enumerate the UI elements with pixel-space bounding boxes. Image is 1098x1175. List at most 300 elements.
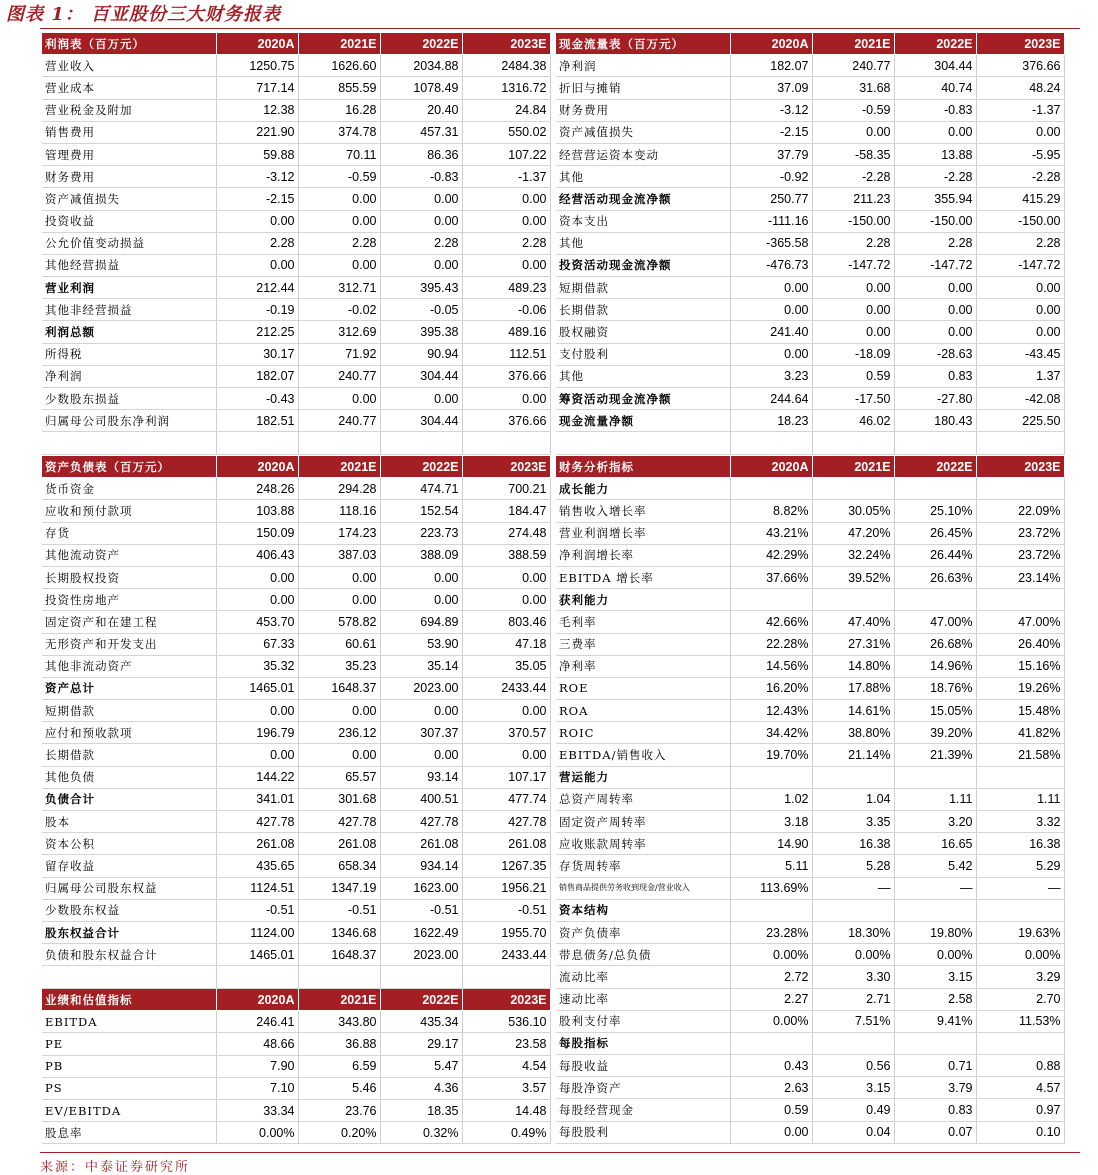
row-label xyxy=(556,432,730,454)
table-row xyxy=(556,365,1064,387)
cell-value: 1.11 xyxy=(976,788,1064,810)
cell-value: 2.28 xyxy=(216,232,298,254)
table-header-row xyxy=(42,33,550,55)
table-row xyxy=(556,1055,1064,1077)
cell-value: 0.32% xyxy=(380,1122,462,1144)
cell-value: -43.45 xyxy=(976,343,1064,365)
cell-value: 212.44 xyxy=(216,277,298,299)
cell-value: 1648.37 xyxy=(298,944,380,966)
row-label: 负债合计 xyxy=(42,788,216,810)
cell-value: 0.00 xyxy=(380,744,462,766)
cell-value: 107.22 xyxy=(462,143,550,165)
table-row xyxy=(556,966,1064,988)
cell-value: -2.28 xyxy=(976,166,1064,188)
cell-value xyxy=(894,432,976,454)
table-row xyxy=(42,700,550,722)
cell-value: 24.84 xyxy=(462,99,550,121)
row-label: 折旧与摊销 xyxy=(556,77,730,99)
cell-value: 0.56 xyxy=(812,1055,894,1077)
cell-value: 0.00 xyxy=(298,566,380,588)
cell-value: 18.76% xyxy=(894,677,976,699)
row-label: 财务费用 xyxy=(556,99,730,121)
table-header-row xyxy=(556,456,1064,478)
row-label: ROE xyxy=(556,677,730,699)
table-row xyxy=(42,899,550,921)
row-label: 三费率 xyxy=(556,633,730,655)
year-header: 2021E xyxy=(812,33,894,55)
table-row xyxy=(556,343,1064,365)
cell-value: 1316.72 xyxy=(462,77,550,99)
table-row xyxy=(42,966,550,988)
table-row xyxy=(556,478,1064,500)
cell-value: 26.68% xyxy=(894,633,976,655)
cell-value: 46.02 xyxy=(812,410,894,432)
cell-value: 301.68 xyxy=(298,788,380,810)
cell-value xyxy=(730,432,812,454)
table-row xyxy=(556,210,1064,232)
cell-value: 658.34 xyxy=(298,855,380,877)
cell-value: 0.00 xyxy=(380,589,462,611)
cell-value: 489.23 xyxy=(462,277,550,299)
cell-value: 144.22 xyxy=(216,766,298,788)
table-row xyxy=(556,744,1064,766)
cell-value: 0.00 xyxy=(216,566,298,588)
cell-value: 0.00 xyxy=(730,277,812,299)
cell-value: 374.78 xyxy=(298,121,380,143)
cell-value: 48.24 xyxy=(976,77,1064,99)
cell-value: 934.14 xyxy=(380,855,462,877)
cell-value: 35.23 xyxy=(298,655,380,677)
cell-value: 0.00 xyxy=(730,1121,812,1143)
cell-value: 0.00 xyxy=(812,299,894,321)
cell-value: -2.15 xyxy=(216,188,298,210)
cell-value: 5.42 xyxy=(894,855,976,877)
row-label: 股息率 xyxy=(42,1122,216,1144)
row-label: 营业利润 xyxy=(42,277,216,299)
cell-value: 0.49 xyxy=(812,1099,894,1121)
cell-value: 42.29% xyxy=(730,544,812,566)
cell-value xyxy=(894,589,976,611)
row-label: 资本结构 xyxy=(556,899,730,921)
cell-value: 38.80% xyxy=(812,722,894,744)
cell-value: 1956.21 xyxy=(462,877,550,899)
table-row xyxy=(42,811,550,833)
cell-value: 457.31 xyxy=(380,121,462,143)
cell-value: 1465.01 xyxy=(216,677,298,699)
cell-value: 0.00 xyxy=(812,321,894,343)
cell-value: 0.00 xyxy=(298,744,380,766)
cell-value: 21.14% xyxy=(812,744,894,766)
cell-value: 14.96% xyxy=(894,655,976,677)
table-row xyxy=(556,232,1064,254)
row-label: 其他 xyxy=(556,365,730,387)
cell-value: -17.50 xyxy=(812,388,894,410)
row-label: 每股经营现金 xyxy=(556,1099,730,1121)
cell-value: 3.20 xyxy=(894,811,976,833)
table-row xyxy=(556,566,1064,588)
row-label: 获利能力 xyxy=(556,589,730,611)
cell-value: 1347.19 xyxy=(298,877,380,899)
cell-value: 312.71 xyxy=(298,277,380,299)
cell-value: 174.23 xyxy=(298,522,380,544)
cell-value: 0.10 xyxy=(976,1121,1064,1143)
table-row xyxy=(42,343,550,365)
table-row xyxy=(42,677,550,699)
table-row xyxy=(42,1099,550,1121)
table-row xyxy=(42,611,550,633)
table-row xyxy=(556,299,1064,321)
cell-value: 23.72% xyxy=(976,522,1064,544)
cell-value: 15.05% xyxy=(894,700,976,722)
cell-value: 304.44 xyxy=(894,55,976,77)
row-label: PE xyxy=(42,1033,216,1055)
cell-value xyxy=(894,766,976,788)
cell-value: 18.35 xyxy=(380,1099,462,1121)
year-header: 2021E xyxy=(298,989,380,1011)
cell-value: 0.00 xyxy=(298,700,380,722)
cell-value: -58.35 xyxy=(812,143,894,165)
cell-value: 47.00% xyxy=(894,611,976,633)
cell-value: 240.77 xyxy=(812,55,894,77)
table-row xyxy=(556,788,1064,810)
cell-value xyxy=(812,899,894,921)
row-label: PS xyxy=(42,1077,216,1099)
cell-value: 35.05 xyxy=(462,655,550,677)
table-row xyxy=(556,121,1064,143)
cell-value: 855.59 xyxy=(298,77,380,99)
year-header: 2023E xyxy=(462,456,550,478)
cell-value: 0.00 xyxy=(216,254,298,276)
cell-value: 370.57 xyxy=(462,722,550,744)
bottom-rule xyxy=(40,1152,1080,1153)
cell-value xyxy=(462,966,550,988)
table-row xyxy=(42,254,550,276)
table-title: 业绩和估值指标 xyxy=(42,989,216,1011)
cell-value: -0.83 xyxy=(894,99,976,121)
cell-value: 113.69% xyxy=(730,877,812,899)
cell-value xyxy=(730,589,812,611)
cell-value: 2.28 xyxy=(976,232,1064,254)
table-row xyxy=(42,277,550,299)
row-label: 所得税 xyxy=(42,343,216,365)
row-label: 少数股东损益 xyxy=(42,388,216,410)
cell-value: 18.23 xyxy=(730,410,812,432)
cell-value: 182.07 xyxy=(216,365,298,387)
table-row xyxy=(556,833,1064,855)
row-label: 投资性房地产 xyxy=(42,589,216,611)
cell-value: 30.17 xyxy=(216,343,298,365)
row-label: 应收和预付款项 xyxy=(42,500,216,522)
cell-value: 550.02 xyxy=(462,121,550,143)
cell-value: 3.29 xyxy=(976,966,1064,988)
row-label: 固定资产周转率 xyxy=(556,811,730,833)
cell-value: -42.08 xyxy=(976,388,1064,410)
cell-value: 0.00 xyxy=(298,210,380,232)
year-header: 2022E xyxy=(380,989,462,1011)
cell-value: 453.70 xyxy=(216,611,298,633)
row-label: 资本公积 xyxy=(42,833,216,855)
table-row xyxy=(42,232,550,254)
cell-value xyxy=(812,478,894,500)
cell-value: 376.66 xyxy=(976,55,1064,77)
cell-value: 0.83 xyxy=(894,1099,976,1121)
cell-value: 250.77 xyxy=(730,188,812,210)
cell-value xyxy=(730,766,812,788)
cell-value: -18.09 xyxy=(812,343,894,365)
cell-value: 2.28 xyxy=(298,232,380,254)
row-label: 其他负债 xyxy=(42,766,216,788)
row-label: 每股收益 xyxy=(556,1055,730,1077)
table-title: 利润表（百万元） xyxy=(42,33,216,55)
cell-value xyxy=(976,899,1064,921)
cell-value: 415.29 xyxy=(976,188,1064,210)
row-label: 净利润增长率 xyxy=(556,544,730,566)
table-row xyxy=(556,700,1064,722)
cell-value: 0.00 xyxy=(976,321,1064,343)
cell-value: 376.66 xyxy=(462,410,550,432)
cell-value xyxy=(216,432,298,454)
table-title: 现金流量表（百万元） xyxy=(556,33,730,55)
table-row xyxy=(556,254,1064,276)
cell-value: 0.59 xyxy=(730,1099,812,1121)
table-row xyxy=(42,766,550,788)
cell-value: 246.41 xyxy=(216,1011,298,1033)
cell-value: 274.48 xyxy=(462,522,550,544)
year-header: 2022E xyxy=(380,33,462,55)
row-label: EBITDA/销售收入 xyxy=(556,744,730,766)
cell-value: 39.52% xyxy=(812,566,894,588)
financial-ratios-table xyxy=(556,456,1065,1144)
cell-value: 3.57 xyxy=(462,1077,550,1099)
cell-value: -0.05 xyxy=(380,299,462,321)
row-label: 其他经营损益 xyxy=(42,254,216,276)
cell-value: 304.44 xyxy=(380,365,462,387)
cell-value: 212.25 xyxy=(216,321,298,343)
cell-value: 261.08 xyxy=(380,833,462,855)
cell-value: 19.26% xyxy=(976,677,1064,699)
cell-value: 1.11 xyxy=(894,788,976,810)
cell-value: 47.20% xyxy=(812,522,894,544)
cell-value: 11.53% xyxy=(976,1010,1064,1032)
row-label: 投资收益 xyxy=(42,210,216,232)
table-row xyxy=(556,1032,1064,1054)
table-row xyxy=(42,166,550,188)
cell-value: 395.38 xyxy=(380,321,462,343)
cell-value: 1623.00 xyxy=(380,877,462,899)
row-label: 存货周转率 xyxy=(556,855,730,877)
cell-value: 35.14 xyxy=(380,655,462,677)
cell-value: 16.28 xyxy=(298,99,380,121)
cell-value: 19.70% xyxy=(730,744,812,766)
year-header: 2020A xyxy=(730,33,812,55)
cell-value: 0.00 xyxy=(462,744,550,766)
row-label: 长期股权投资 xyxy=(42,566,216,588)
source-note: 来源：中泰证券研究所 xyxy=(40,1160,191,1175)
row-label: 支付股利 xyxy=(556,343,730,365)
cell-value: 2.27 xyxy=(730,988,812,1010)
cell-value: 15.16% xyxy=(976,655,1064,677)
row-label: 短期借款 xyxy=(42,700,216,722)
income-statement-table xyxy=(42,33,551,455)
cell-value: 244.64 xyxy=(730,388,812,410)
cell-value: 25.10% xyxy=(894,500,976,522)
row-label: 应付和预收款项 xyxy=(42,722,216,744)
year-header: 2020A xyxy=(730,456,812,478)
row-label: 其他非经营损益 xyxy=(42,299,216,321)
cell-value xyxy=(894,478,976,500)
table-row xyxy=(42,143,550,165)
cell-value: 182.51 xyxy=(216,410,298,432)
cell-value: 0.00 xyxy=(298,589,380,611)
table-row xyxy=(556,1010,1064,1032)
cell-value xyxy=(976,589,1064,611)
cell-value: -0.83 xyxy=(380,166,462,188)
table-row xyxy=(42,1055,550,1077)
table-row xyxy=(42,55,550,77)
cell-value: 4.36 xyxy=(380,1077,462,1099)
cell-value: 0.00% xyxy=(894,944,976,966)
cell-value: 32.24% xyxy=(812,544,894,566)
cell-value: 388.09 xyxy=(380,544,462,566)
row-label: 归属母公司股东净利润 xyxy=(42,410,216,432)
table-row xyxy=(556,55,1064,77)
cell-value: 112.51 xyxy=(462,343,550,365)
row-label: 资产减值损失 xyxy=(556,121,730,143)
cell-value xyxy=(812,1032,894,1054)
cell-value: -111.16 xyxy=(730,210,812,232)
cell-value: -150.00 xyxy=(812,210,894,232)
cell-value: 47.18 xyxy=(462,633,550,655)
cell-value: 1622.49 xyxy=(380,921,462,943)
cell-value: 0.00 xyxy=(462,589,550,611)
table-row xyxy=(42,321,550,343)
row-label: 货币资金 xyxy=(42,478,216,500)
cell-value: 7.51% xyxy=(812,1010,894,1032)
cell-value: 26.63% xyxy=(894,566,976,588)
cell-value: 12.38 xyxy=(216,99,298,121)
cell-value: 0.00% xyxy=(812,944,894,966)
cell-value: 261.08 xyxy=(216,833,298,855)
row-label: ROIC xyxy=(556,722,730,744)
cell-value xyxy=(894,899,976,921)
cell-value: 0.83 xyxy=(894,365,976,387)
table-row xyxy=(556,1121,1064,1143)
cell-value: 21.39% xyxy=(894,744,976,766)
table-row xyxy=(556,766,1064,788)
cell-value: -0.51 xyxy=(462,899,550,921)
table-header-row xyxy=(42,989,550,1011)
table-row xyxy=(42,210,550,232)
cell-value: -0.19 xyxy=(216,299,298,321)
cell-value xyxy=(730,1032,812,1054)
cell-value: 17.88% xyxy=(812,677,894,699)
table-row xyxy=(42,1077,550,1099)
cell-value: 304.44 xyxy=(380,410,462,432)
cell-value: 35.32 xyxy=(216,655,298,677)
cell-value: 0.00 xyxy=(976,299,1064,321)
cell-value: 5.11 xyxy=(730,855,812,877)
cell-value: -2.15 xyxy=(730,121,812,143)
cell-value: 1124.00 xyxy=(216,921,298,943)
cell-value: 47.40% xyxy=(812,611,894,633)
cell-value: 41.82% xyxy=(976,722,1064,744)
cell-value: 47.00% xyxy=(976,611,1064,633)
cell-value: 0.88 xyxy=(976,1055,1064,1077)
table-row xyxy=(556,988,1064,1010)
cell-value: 0.43 xyxy=(730,1055,812,1077)
cell-value: 1465.01 xyxy=(216,944,298,966)
cell-value: 5.47 xyxy=(380,1055,462,1077)
row-label: 负债和股东权益合计 xyxy=(42,944,216,966)
year-header: 2023E xyxy=(976,33,1064,55)
cell-value: 70.11 xyxy=(298,143,380,165)
cell-value: 261.08 xyxy=(462,833,550,855)
cell-value: 248.26 xyxy=(216,478,298,500)
table-title: 资产负债表（百万元） xyxy=(42,456,216,478)
cell-value: 152.54 xyxy=(380,500,462,522)
cell-value: 240.77 xyxy=(298,410,380,432)
cell-value: 16.20% xyxy=(730,677,812,699)
table-row xyxy=(556,1099,1064,1121)
row-label: 投资活动现金流净额 xyxy=(556,254,730,276)
year-header: 2021E xyxy=(298,33,380,55)
row-label: 净利润 xyxy=(42,365,216,387)
cell-value: 3.23 xyxy=(730,365,812,387)
cell-value: 0.00 xyxy=(216,210,298,232)
cell-value: 0.07 xyxy=(894,1121,976,1143)
row-label: 资产减值损失 xyxy=(42,188,216,210)
cell-value: 261.08 xyxy=(298,833,380,855)
row-label: 速动比率 xyxy=(556,988,730,1010)
table-row xyxy=(42,188,550,210)
cell-value: 196.79 xyxy=(216,722,298,744)
cell-value: 0.00 xyxy=(462,188,550,210)
year-header: 2023E xyxy=(976,456,1064,478)
cell-value: 341.01 xyxy=(216,788,298,810)
cell-value: 0.71 xyxy=(894,1055,976,1077)
row-label: 利润总额 xyxy=(42,321,216,343)
cell-value: -365.58 xyxy=(730,232,812,254)
cell-value: 2.70 xyxy=(976,988,1064,1010)
table-row xyxy=(42,99,550,121)
cell-value: -147.72 xyxy=(976,254,1064,276)
cell-value: 0.00 xyxy=(462,566,550,588)
cell-value xyxy=(812,766,894,788)
cell-value xyxy=(216,966,298,988)
cell-value: -0.92 xyxy=(730,166,812,188)
cell-value: 427.78 xyxy=(298,811,380,833)
cell-value: 1.02 xyxy=(730,788,812,810)
cell-value: -147.72 xyxy=(812,254,894,276)
cell-value: 1250.75 xyxy=(216,55,298,77)
cell-value: 42.66% xyxy=(730,611,812,633)
cell-value: 5.28 xyxy=(812,855,894,877)
cell-value xyxy=(298,432,380,454)
row-label: 净利润 xyxy=(556,55,730,77)
table-row xyxy=(42,478,550,500)
cell-value: 3.15 xyxy=(894,966,976,988)
cash-flow-table xyxy=(556,33,1065,455)
cell-value: — xyxy=(894,877,976,899)
cell-value xyxy=(812,589,894,611)
cell-value: 2.28 xyxy=(894,232,976,254)
table-row xyxy=(42,522,550,544)
row-label: 无形资产和开发支出 xyxy=(42,633,216,655)
year-header: 2020A xyxy=(216,33,298,55)
cell-value: 2484.38 xyxy=(462,55,550,77)
row-label: 带息债务/总负债 xyxy=(556,944,730,966)
cell-value: 0.00 xyxy=(976,277,1064,299)
